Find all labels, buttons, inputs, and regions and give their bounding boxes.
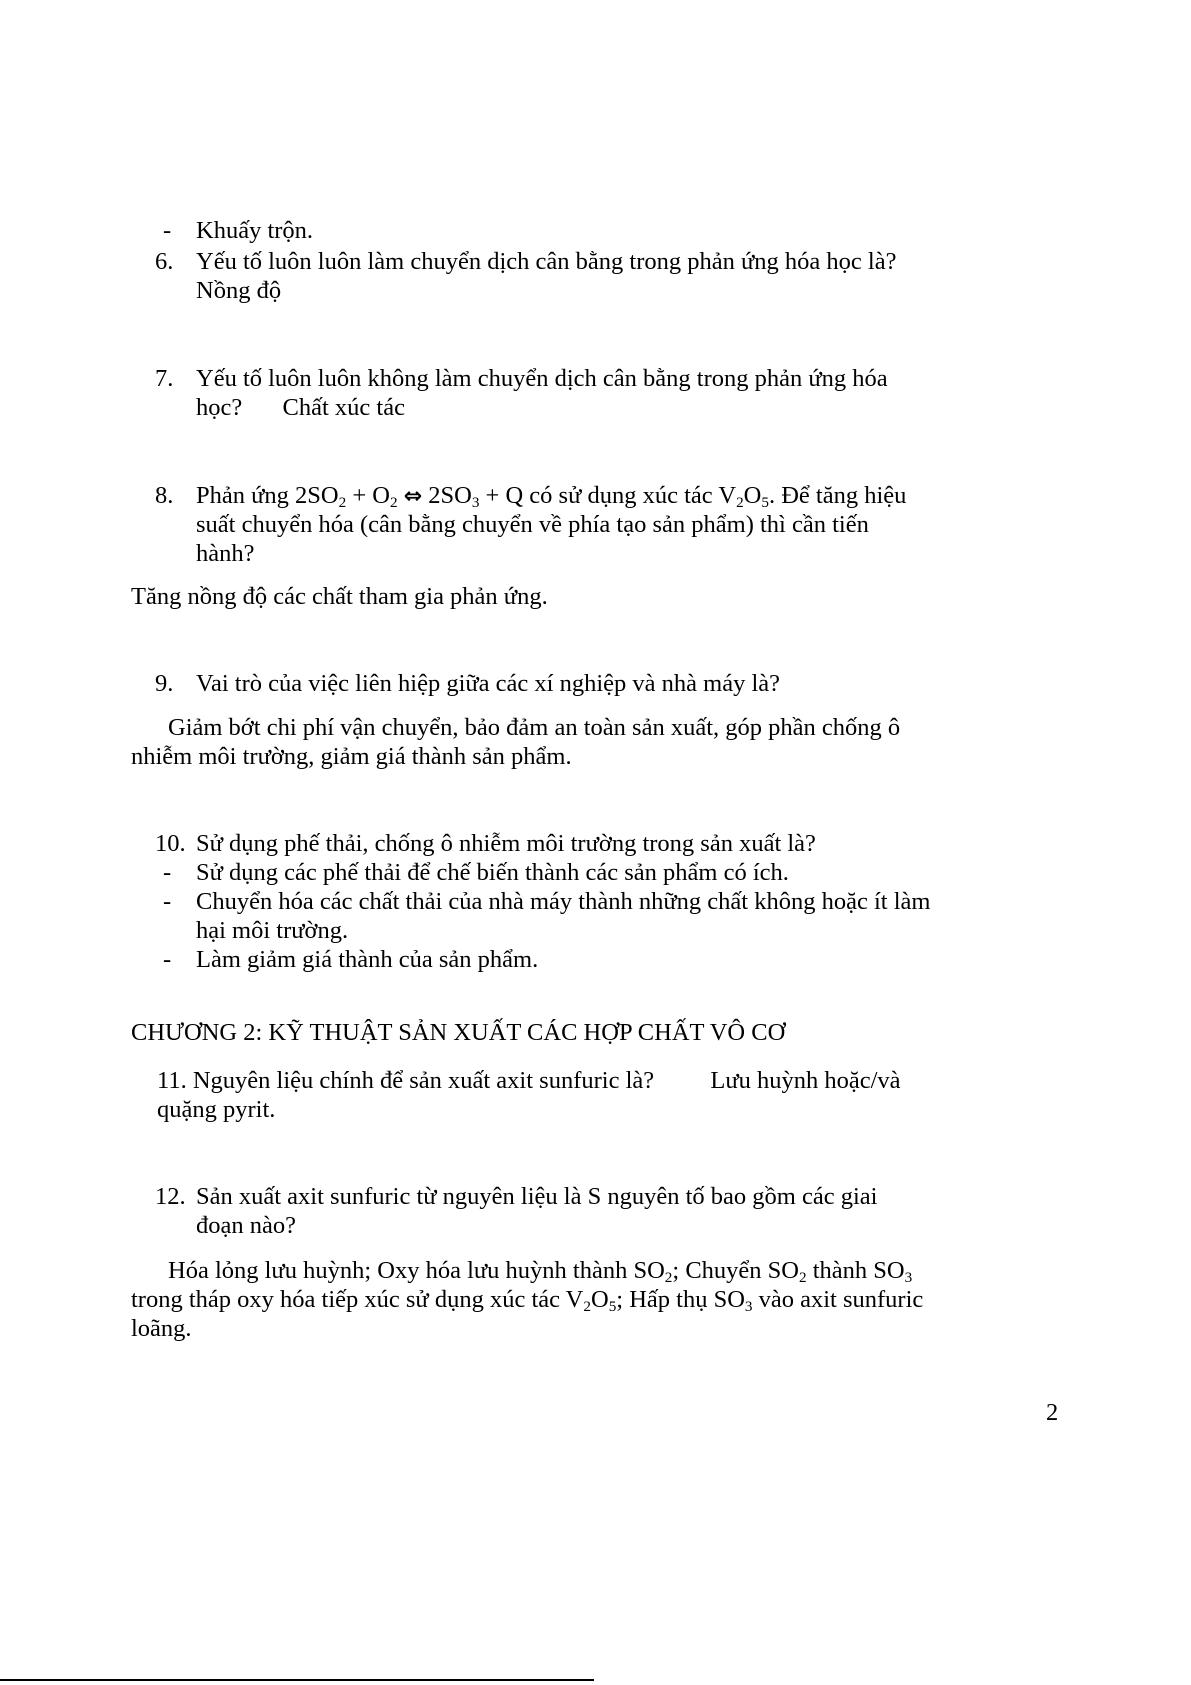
answer-text: Hóa lỏng lưu huỳnh; Oxy hóa lưu huỳnh thành $SO_2$; Chuyển $SO_2$ thành $SO_3$ <box>168 1257 913 1287</box>
bullet-marker: - <box>163 888 172 915</box>
question-text: Phản ứng $2SO_2 + O_2$ ⇔ $2SO_3 + Q$ có sử dụng xúc tác $V_2O_5$. Để tăng hiệu <box>196 482 907 512</box>
bullet-marker: - <box>163 946 172 973</box>
bullet-text: Sử dụng các phế thải để chế biến thành các sản phẩm có ích. <box>196 859 789 886</box>
question-number: 12. <box>155 1183 186 1210</box>
bullet-text: Làm giảm giá thành của sản phẩm. <box>196 946 539 973</box>
question-text: Yếu tố luôn luôn làm chuyển dịch cân bằng trong phản ứng hóa học là? <box>196 248 897 275</box>
answer-text: Lưu huỳnh hoặc/và <box>710 1067 901 1094</box>
question-number: 8. <box>155 482 174 509</box>
bullet-marker: - <box>163 217 172 244</box>
question-text <box>196 393 405 423</box>
question-number: 11. <box>157 1067 187 1094</box>
question-number: 7. <box>155 365 174 392</box>
answer-text: trong tháp oxy hóa tiếp xúc sử dụng xúc tác $V_2O_5$; Hấp thụ $SO_3$ vào axit sunfuric <box>131 1286 924 1316</box>
question-text: hành? <box>196 540 255 567</box>
question-text: Yếu tố luôn luôn không làm chuyển dịch cân bằng trong phản ứng hóa <box>196 365 888 392</box>
answer-text: Chất xúc tác <box>282 394 405 421</box>
equilibrium-arrow-icon: ⇔ <box>403 484 423 509</box>
question-text: 11. Nguyên liệu chính để sản xuất axit sunfuric là? Lưu huỳnh hoặc/và <box>157 1067 901 1094</box>
question-text-end: học? <box>196 394 243 421</box>
question-text: Vai trò của việc liên hiệp giữa các xí nghiệp và nhà máy là? <box>196 670 781 697</box>
answer-text: Nồng độ <box>196 277 282 304</box>
question-text: Sử dụng phế thải, chống ô nhiễm môi trường trong sản xuất là? <box>196 830 816 857</box>
question-text: suất chuyển hóa (cân bằng chuyển về phía tạo sản phẩm) thì cần tiến <box>196 511 869 538</box>
question-number: 10. <box>155 830 186 857</box>
bullet-text: hại môi trường. <box>196 917 349 944</box>
bullet-text: Khuấy trộn. <box>196 217 314 244</box>
question-text: đoạn nào? <box>196 1212 296 1239</box>
footnote-separator <box>0 1679 594 1681</box>
question-number: 6. <box>155 248 174 275</box>
question-text: Sản xuất axit sunfuric từ nguyên liệu là S nguyên tố bao gồm các giai <box>196 1183 878 1210</box>
bullet-marker: - <box>163 859 172 886</box>
answer-text: Tăng nồng độ các chất tham gia phản ứng. <box>131 583 548 610</box>
answer-text: quặng pyrit. <box>157 1096 276 1123</box>
answer-text: nhiễm môi trường, giảm giá thành sản phẩm. <box>131 743 572 770</box>
page-number: 2 <box>1046 1399 1059 1426</box>
answer-text: loãng. <box>131 1315 192 1342</box>
answer-text: Giảm bớt chi phí vận chuyển, bảo đảm an toàn sản xuất, góp phần chống ô <box>168 714 901 741</box>
bullet-text: Chuyển hóa các chất thải của nhà máy thành những chất không hoặc ít làm <box>196 888 931 915</box>
question-number: 9. <box>155 670 174 697</box>
chapter-heading: CHƯƠNG 2: KỸ THUẬT SẢN XUẤT CÁC HỢP CHẤT VÔ CƠ <box>131 1019 786 1046</box>
